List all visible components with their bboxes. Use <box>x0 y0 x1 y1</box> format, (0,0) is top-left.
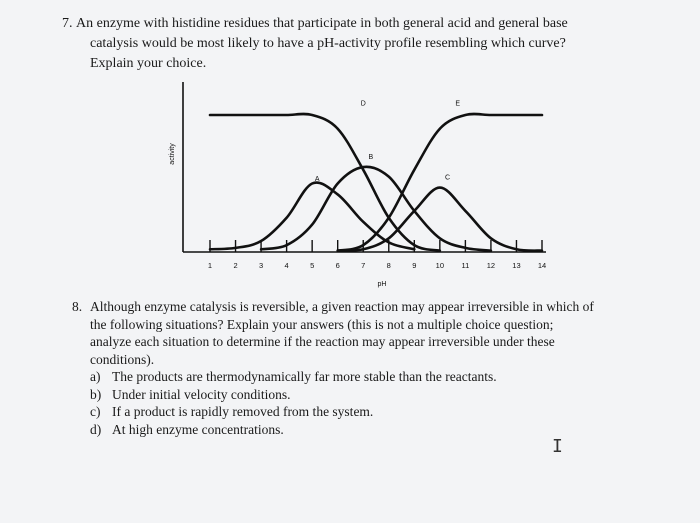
question-7-text <box>76 14 662 74</box>
curve-label-c: C <box>444 174 451 182</box>
item-text: Under initial velocity conditions. <box>112 386 291 402</box>
question-8-item-d <box>90 421 672 439</box>
question-7 <box>62 14 662 74</box>
x-axis-label: pH <box>377 281 387 288</box>
curve-label-b: B <box>368 153 374 161</box>
curve-label-a: A <box>314 175 320 183</box>
question-8-line-1: Although enzyme catalysis is reversible, a given reaction may appear irreversible in which of <box>90 299 594 314</box>
question-8-line-4: conditions). <box>90 351 155 367</box>
curve-a <box>210 183 414 250</box>
ph-activity-chart <box>160 72 560 297</box>
ph-activity-chart-svg <box>160 72 560 297</box>
item-text: If a product is rapidly removed from the system. <box>112 404 374 419</box>
item-label: a) <box>90 369 101 384</box>
x-tick-label: 12 <box>486 261 496 270</box>
x-tick-label: 13 <box>512 261 521 270</box>
curve-e <box>338 114 542 251</box>
x-tick-label: 8 <box>386 261 391 270</box>
x-tick-label: 2 <box>233 261 238 270</box>
question-8-number: 8. <box>72 299 83 314</box>
question-8-item-a <box>90 368 672 386</box>
item-text: The products are thermodynamically far more stable than the reactants. <box>112 369 497 384</box>
curve-label-e: E <box>455 100 461 108</box>
x-tick-label: 9 <box>412 261 417 270</box>
y-axis-label: activity <box>169 143 176 165</box>
text-cursor-icon: I <box>552 436 563 457</box>
item-text: At high enzyme concentrations. <box>112 421 284 437</box>
x-tick-label: 1 <box>207 261 213 270</box>
x-tick-label: 4 <box>284 261 289 270</box>
x-tick-label: 5 <box>310 261 315 270</box>
x-tick-label: 14 <box>537 261 547 270</box>
curve-d <box>210 114 440 251</box>
question-8-line-3: analyze each situation to determine if the reaction may appear irreversible under these <box>90 334 555 349</box>
x-tick-label: 7 <box>361 261 366 270</box>
x-tick-label: 11 <box>461 261 470 270</box>
question-7-line-2: catalysis would be most likely to have a pH-activity profile resembling which curve? <box>90 36 566 51</box>
x-tick-label: 3 <box>258 261 264 270</box>
item-label: c) <box>90 404 101 419</box>
question-8-item-b <box>90 386 672 404</box>
question-8 <box>72 298 672 438</box>
question-7-line-1: An enzyme with histidine residues that participate in both general acid and general base <box>76 16 568 31</box>
question-7-number: 7. <box>62 16 73 31</box>
question-7-line-3: Explain your choice. <box>90 56 207 71</box>
item-label: b) <box>90 386 102 402</box>
curve-label-d: D <box>360 100 366 108</box>
curve-b <box>261 167 491 251</box>
question-8-line-2: the following situations? Explain your answers (this is not a multiple choice question; <box>90 316 554 332</box>
x-tick-label: 6 <box>335 261 340 270</box>
x-tick-label: 10 <box>435 261 445 270</box>
question-8-item-c <box>90 403 672 421</box>
item-label: d) <box>90 421 102 437</box>
